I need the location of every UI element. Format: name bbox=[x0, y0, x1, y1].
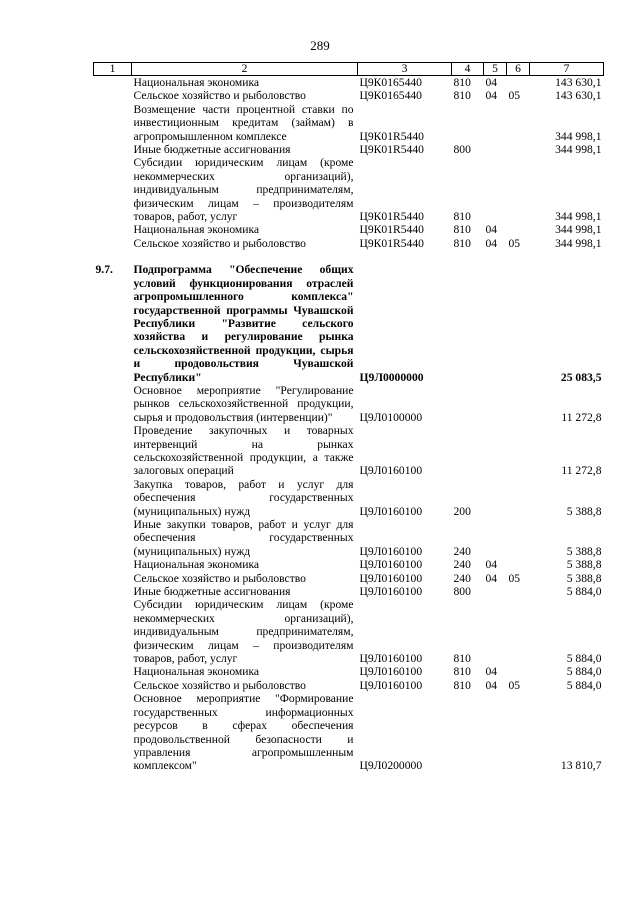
row-amount: 11 272,8 bbox=[561, 464, 602, 478]
row-code: Ц9Л0160100 bbox=[359, 678, 423, 692]
row-number bbox=[94, 585, 132, 598]
row-subsection bbox=[507, 558, 530, 571]
row-amount: 344 998,1 bbox=[555, 210, 602, 224]
budget-table bbox=[93, 62, 604, 773]
row-code: Ц9Л0160100 bbox=[359, 558, 423, 572]
row-expense-type: 810 bbox=[453, 210, 471, 224]
row-section: 04 bbox=[485, 76, 498, 89]
table-row bbox=[94, 478, 604, 518]
row-amount: 5 884,0 bbox=[566, 665, 602, 679]
row-name: Сельское хозяйство и рыболовство bbox=[133, 236, 306, 250]
row-name: Закупка товаров, работ и услуг для обеспечения государственных (муниципальных) нужд bbox=[133, 477, 354, 518]
row-name: Национальная экономика bbox=[133, 665, 260, 679]
table-row bbox=[94, 143, 604, 156]
row-section bbox=[484, 478, 507, 518]
header-col-3: 3 bbox=[358, 63, 452, 76]
row-section bbox=[484, 585, 507, 598]
row-number bbox=[94, 692, 132, 772]
row-section bbox=[484, 156, 507, 223]
row-section: 04 bbox=[485, 558, 498, 572]
header-col-7: 7 bbox=[530, 63, 604, 76]
row-section: 04 bbox=[485, 571, 498, 585]
table-row bbox=[94, 156, 604, 223]
row-name: Национальная экономика bbox=[133, 223, 260, 237]
row-amount: 344 998,1 bbox=[555, 143, 602, 157]
row-code: Ц9К01R5440 bbox=[359, 236, 424, 250]
table-row bbox=[94, 103, 604, 143]
table-row bbox=[94, 572, 604, 585]
row-name: Субсидии юридическим лицам (кроме некоммерческих организаций), индивидуальным предпринимателям, физическим лицам – производителям товаров, работ, услуг bbox=[133, 598, 354, 666]
row-expense-type bbox=[452, 692, 484, 772]
header-col-2: 2 bbox=[132, 63, 358, 76]
row-name: Подпрограмма "Обеспечение общих условий функционирования отраслей агропромышленного комплекса" государственной программы Чувашской Республики "Развитие сельского хозяйства и регулирование рынка сельскохозяйственной продукции, сырья и продовольствия Чувашской Республики" bbox=[133, 263, 354, 384]
row-name: Национальная экономика bbox=[133, 76, 260, 89]
row-name: Иные закупки товаров, работ и услуг для обеспечения государственных (муниципальных) нужд bbox=[133, 518, 354, 558]
table-row bbox=[94, 679, 604, 692]
row-subsection bbox=[507, 143, 530, 156]
row-subsection bbox=[507, 424, 530, 478]
row-number bbox=[94, 679, 132, 692]
row-number bbox=[94, 424, 132, 478]
row-number bbox=[94, 518, 132, 558]
row-expense-type bbox=[452, 103, 484, 143]
table-row bbox=[94, 263, 604, 384]
row-subsection bbox=[507, 263, 530, 384]
row-name: Основное мероприятие "Формирование государственных информационных ресурсов в сферах обеспечения продовольственной безопасности и управления агропромышленным комплексом" bbox=[133, 692, 354, 773]
table-row bbox=[94, 692, 604, 772]
row-expense-type: 240 bbox=[453, 571, 471, 585]
row-code: Ц9Л0160100 bbox=[359, 544, 423, 558]
row-number: 9.7. bbox=[95, 263, 113, 277]
row-code: Ц9Л0200000 bbox=[359, 759, 423, 773]
row-subsection bbox=[507, 692, 530, 772]
row-amount: 5 388,8 bbox=[566, 544, 602, 558]
row-amount: 143 630,1 bbox=[555, 89, 602, 103]
row-number bbox=[94, 143, 132, 156]
row-amount: 11 272,8 bbox=[561, 410, 602, 424]
row-name: Национальная экономика bbox=[133, 558, 260, 572]
row-expense-type: 240 bbox=[453, 558, 471, 572]
row-expense-type: 800 bbox=[453, 585, 471, 599]
row-number bbox=[94, 558, 132, 571]
row-name: Иные бюджетные ассигнования bbox=[133, 143, 291, 157]
row-section: 04 bbox=[485, 223, 498, 237]
row-amount: 344 998,1 bbox=[555, 236, 602, 250]
row-code: Ц9Л0160100 bbox=[359, 665, 423, 679]
row-number bbox=[94, 384, 132, 424]
row-number bbox=[94, 76, 132, 90]
row-amount: 13 810,7 bbox=[560, 759, 602, 773]
row-subsection bbox=[507, 156, 530, 223]
row-expense-type: 240 bbox=[453, 544, 471, 558]
row-expense-type: 810 bbox=[453, 236, 471, 250]
header-col-6: 6 bbox=[507, 63, 530, 76]
table-row bbox=[94, 384, 604, 424]
table-row bbox=[94, 76, 604, 90]
row-amount: 5 884,0 bbox=[566, 678, 602, 692]
row-amount: 344 998,1 bbox=[555, 129, 602, 143]
table-row bbox=[94, 558, 604, 571]
row-code: Ц9К01R5440 bbox=[359, 223, 424, 237]
row-expense-type: 810 bbox=[453, 76, 471, 89]
table-row bbox=[94, 598, 604, 665]
table-row bbox=[94, 237, 604, 250]
row-section: 04 bbox=[485, 665, 498, 679]
row-section bbox=[484, 692, 507, 772]
row-code: Ц9Л0160100 bbox=[359, 652, 423, 666]
row-code: Ц9Л0100000 bbox=[359, 410, 423, 424]
row-subsection bbox=[507, 598, 530, 665]
row-section bbox=[484, 598, 507, 665]
section-spacer bbox=[94, 250, 604, 263]
row-number bbox=[94, 572, 132, 585]
row-expense-type: 810 bbox=[453, 652, 471, 666]
row-amount: 25 083,5 bbox=[560, 370, 602, 384]
page-number: 289 bbox=[310, 38, 330, 53]
row-expense-type bbox=[452, 424, 484, 478]
row-subsection bbox=[507, 478, 530, 518]
row-section bbox=[484, 384, 507, 424]
row-section: 04 bbox=[485, 236, 498, 250]
row-expense-type: 810 bbox=[453, 665, 471, 679]
row-code: Ц9К01R5440 bbox=[359, 210, 424, 224]
row-subsection bbox=[507, 665, 530, 678]
table-row bbox=[94, 223, 604, 236]
row-name: Основное мероприятие "Регулирование рынков сельскохозяйственной продукции, сырья и продовольствия (интервенции)" bbox=[133, 383, 354, 424]
table-row bbox=[94, 89, 604, 102]
row-expense-type: 810 bbox=[453, 678, 471, 692]
table-row bbox=[94, 585, 604, 598]
row-number bbox=[94, 89, 132, 102]
row-subsection: 05 bbox=[508, 89, 521, 103]
header-col-4: 4 bbox=[452, 63, 484, 76]
row-number bbox=[94, 598, 132, 665]
row-section: 04 bbox=[485, 89, 498, 103]
row-section bbox=[484, 424, 507, 478]
row-amount: 5 388,8 bbox=[566, 504, 602, 518]
row-code: Ц9К0165440 bbox=[359, 89, 422, 103]
row-subsection: 05 bbox=[508, 678, 521, 692]
header-col-5: 5 bbox=[484, 63, 507, 76]
row-name: Сельское хозяйство и рыболовство bbox=[133, 571, 306, 585]
table-row bbox=[94, 518, 604, 558]
row-amount: 5 388,8 bbox=[566, 571, 602, 585]
row-number bbox=[94, 478, 132, 518]
row-expense-type: 200 bbox=[453, 504, 471, 518]
row-name: Возмещение части процентной ставки по инвестиционным кредитам (займам) в агропромышленном комплексе bbox=[133, 102, 354, 143]
row-name: Сельское хозяйство и рыболовство bbox=[133, 89, 306, 103]
row-number bbox=[94, 103, 132, 143]
row-number bbox=[94, 665, 132, 678]
row-expense-type bbox=[452, 263, 484, 384]
row-expense-type: 810 bbox=[453, 223, 471, 237]
row-section bbox=[484, 103, 507, 143]
row-number bbox=[94, 237, 132, 250]
row-name: Субсидии юридическим лицам (кроме некоммерческих организаций), индивидуальным предпринимателям, физическим лицам – производителям товаров, работ, услуг bbox=[133, 156, 354, 224]
row-expense-type: 810 bbox=[453, 89, 471, 103]
row-amount: 5 388,8 bbox=[566, 558, 602, 572]
row-subsection bbox=[507, 384, 530, 424]
row-name: Иные бюджетные ассигнования bbox=[133, 585, 291, 599]
row-subsection bbox=[507, 518, 530, 558]
row-section: 04 bbox=[485, 678, 498, 692]
row-expense-type: 800 bbox=[453, 143, 471, 157]
row-subsection bbox=[507, 585, 530, 598]
row-code: Ц9К01R5440 bbox=[359, 143, 424, 157]
row-expense-type bbox=[452, 384, 484, 424]
table-header-row bbox=[94, 63, 604, 76]
row-name: Проведение закупочных и товарных интервенций на рынках сельскохозяйственной продукции, а также залоговых операций bbox=[133, 424, 354, 478]
table-row bbox=[94, 424, 604, 478]
header-col-1: 1 bbox=[94, 63, 132, 76]
row-code: Ц9Л0160100 bbox=[359, 504, 423, 518]
row-code: Ц9Л0160100 bbox=[359, 464, 423, 478]
row-amount: 5 884,0 bbox=[566, 585, 602, 599]
row-amount: 344 998,1 bbox=[555, 223, 602, 237]
row-subsection: 05 bbox=[508, 236, 521, 250]
row-code: Ц9Л0160100 bbox=[359, 585, 423, 599]
row-subsection bbox=[507, 76, 530, 90]
row-amount: 143 630,1 bbox=[555, 76, 602, 89]
row-section bbox=[484, 143, 507, 156]
row-section bbox=[484, 518, 507, 558]
row-section bbox=[484, 263, 507, 384]
row-name: Сельское хозяйство и рыболовство bbox=[133, 678, 306, 692]
row-subsection bbox=[507, 223, 530, 236]
table-row bbox=[94, 665, 604, 678]
row-subsection: 05 bbox=[508, 571, 521, 585]
row-number bbox=[94, 156, 132, 223]
row-subsection bbox=[507, 103, 530, 143]
row-code: Ц9Л0160100 bbox=[359, 571, 423, 585]
row-code: Ц9Л0000000 bbox=[359, 370, 424, 384]
row-number bbox=[94, 223, 132, 236]
row-code: Ц9К01R5440 bbox=[359, 129, 424, 143]
row-code: Ц9К0165440 bbox=[359, 76, 422, 89]
row-amount: 5 884,0 bbox=[566, 652, 602, 666]
